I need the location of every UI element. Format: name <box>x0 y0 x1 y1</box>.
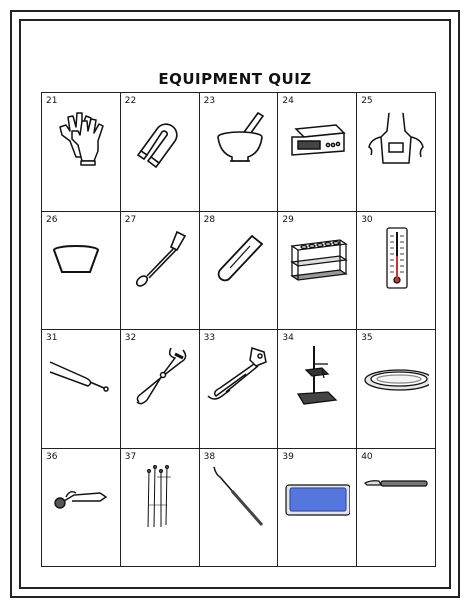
item-number: 33 <box>203 333 216 343</box>
quiz-cell-35 <box>357 330 436 449</box>
quiz-cell-39 <box>278 449 357 568</box>
item-number: 23 <box>203 96 216 106</box>
quiz-cell-32 <box>121 330 200 449</box>
digital-scale-icon <box>284 107 350 171</box>
item-number: 40 <box>361 451 373 462</box>
quiz-cell-30 <box>357 212 436 331</box>
item-number: 36 <box>46 451 58 462</box>
item-number: 37 <box>124 451 137 462</box>
test-tube-holder-icon <box>206 344 272 408</box>
dissecting-tray-icon <box>284 463 350 527</box>
item-number: 39 <box>282 451 294 462</box>
quiz-cell-28 <box>200 212 279 331</box>
item-number: 31 <box>46 333 58 343</box>
crucible-tongs-icon <box>127 344 193 408</box>
quiz-cell-26 <box>42 212 121 331</box>
watch-glass-icon <box>363 344 429 408</box>
item-number: 24 <box>282 96 294 106</box>
item-number: 29 <box>282 214 294 225</box>
item-number: 26 <box>46 214 58 225</box>
item-number: 25 <box>361 96 373 106</box>
spatula-scoop-icon <box>127 226 193 290</box>
lab-apron-icon <box>363 107 429 171</box>
quiz-cell-29 <box>278 212 357 331</box>
item-number: 35 <box>361 333 373 343</box>
quiz-cell-34 <box>278 330 357 449</box>
item-number: 28 <box>203 214 216 225</box>
tuning-fork-icon <box>48 344 114 408</box>
quiz-cell-31 <box>42 330 121 449</box>
item-number: 32 <box>124 333 137 343</box>
quiz-cell-36 <box>42 449 121 568</box>
scalpel-icon <box>363 463 429 527</box>
item-number: 21 <box>46 96 58 106</box>
item-number: 38 <box>203 451 216 462</box>
quiz-cell-38 <box>200 449 279 568</box>
quiz-cell-40 <box>357 449 436 568</box>
quiz-cell-25 <box>357 93 436 212</box>
quiz-cell-22 <box>121 93 200 212</box>
quiz-grid <box>41 92 436 567</box>
page-title: EQUIPMENT QUIZ <box>158 70 312 88</box>
item-number: 27 <box>124 214 137 225</box>
test-tube-icon <box>206 226 272 290</box>
mortar-pestle-icon <box>206 107 272 171</box>
crucible-icon <box>48 226 114 290</box>
ring-stand-icon <box>284 344 350 408</box>
quiz-cell-37 <box>121 449 200 568</box>
quiz-cell-33 <box>200 330 279 449</box>
dissecting-pins-icon <box>127 463 193 527</box>
item-number: 22 <box>124 96 137 106</box>
gloves-icon <box>48 107 114 171</box>
item-number: 30 <box>361 214 373 225</box>
quiz-cell-27 <box>121 212 200 331</box>
dissecting-probe-icon <box>206 463 272 527</box>
quiz-cell-24 <box>278 93 357 212</box>
horseshoe-magnet-icon <box>127 107 193 171</box>
deflagrating-spoon-icon <box>48 463 114 527</box>
item-number: 34 <box>282 333 294 343</box>
quiz-cell-21 <box>42 93 121 212</box>
quiz-cell-23 <box>200 93 279 212</box>
test-tube-rack-icon <box>284 226 350 290</box>
thermometer-icon <box>363 226 429 290</box>
